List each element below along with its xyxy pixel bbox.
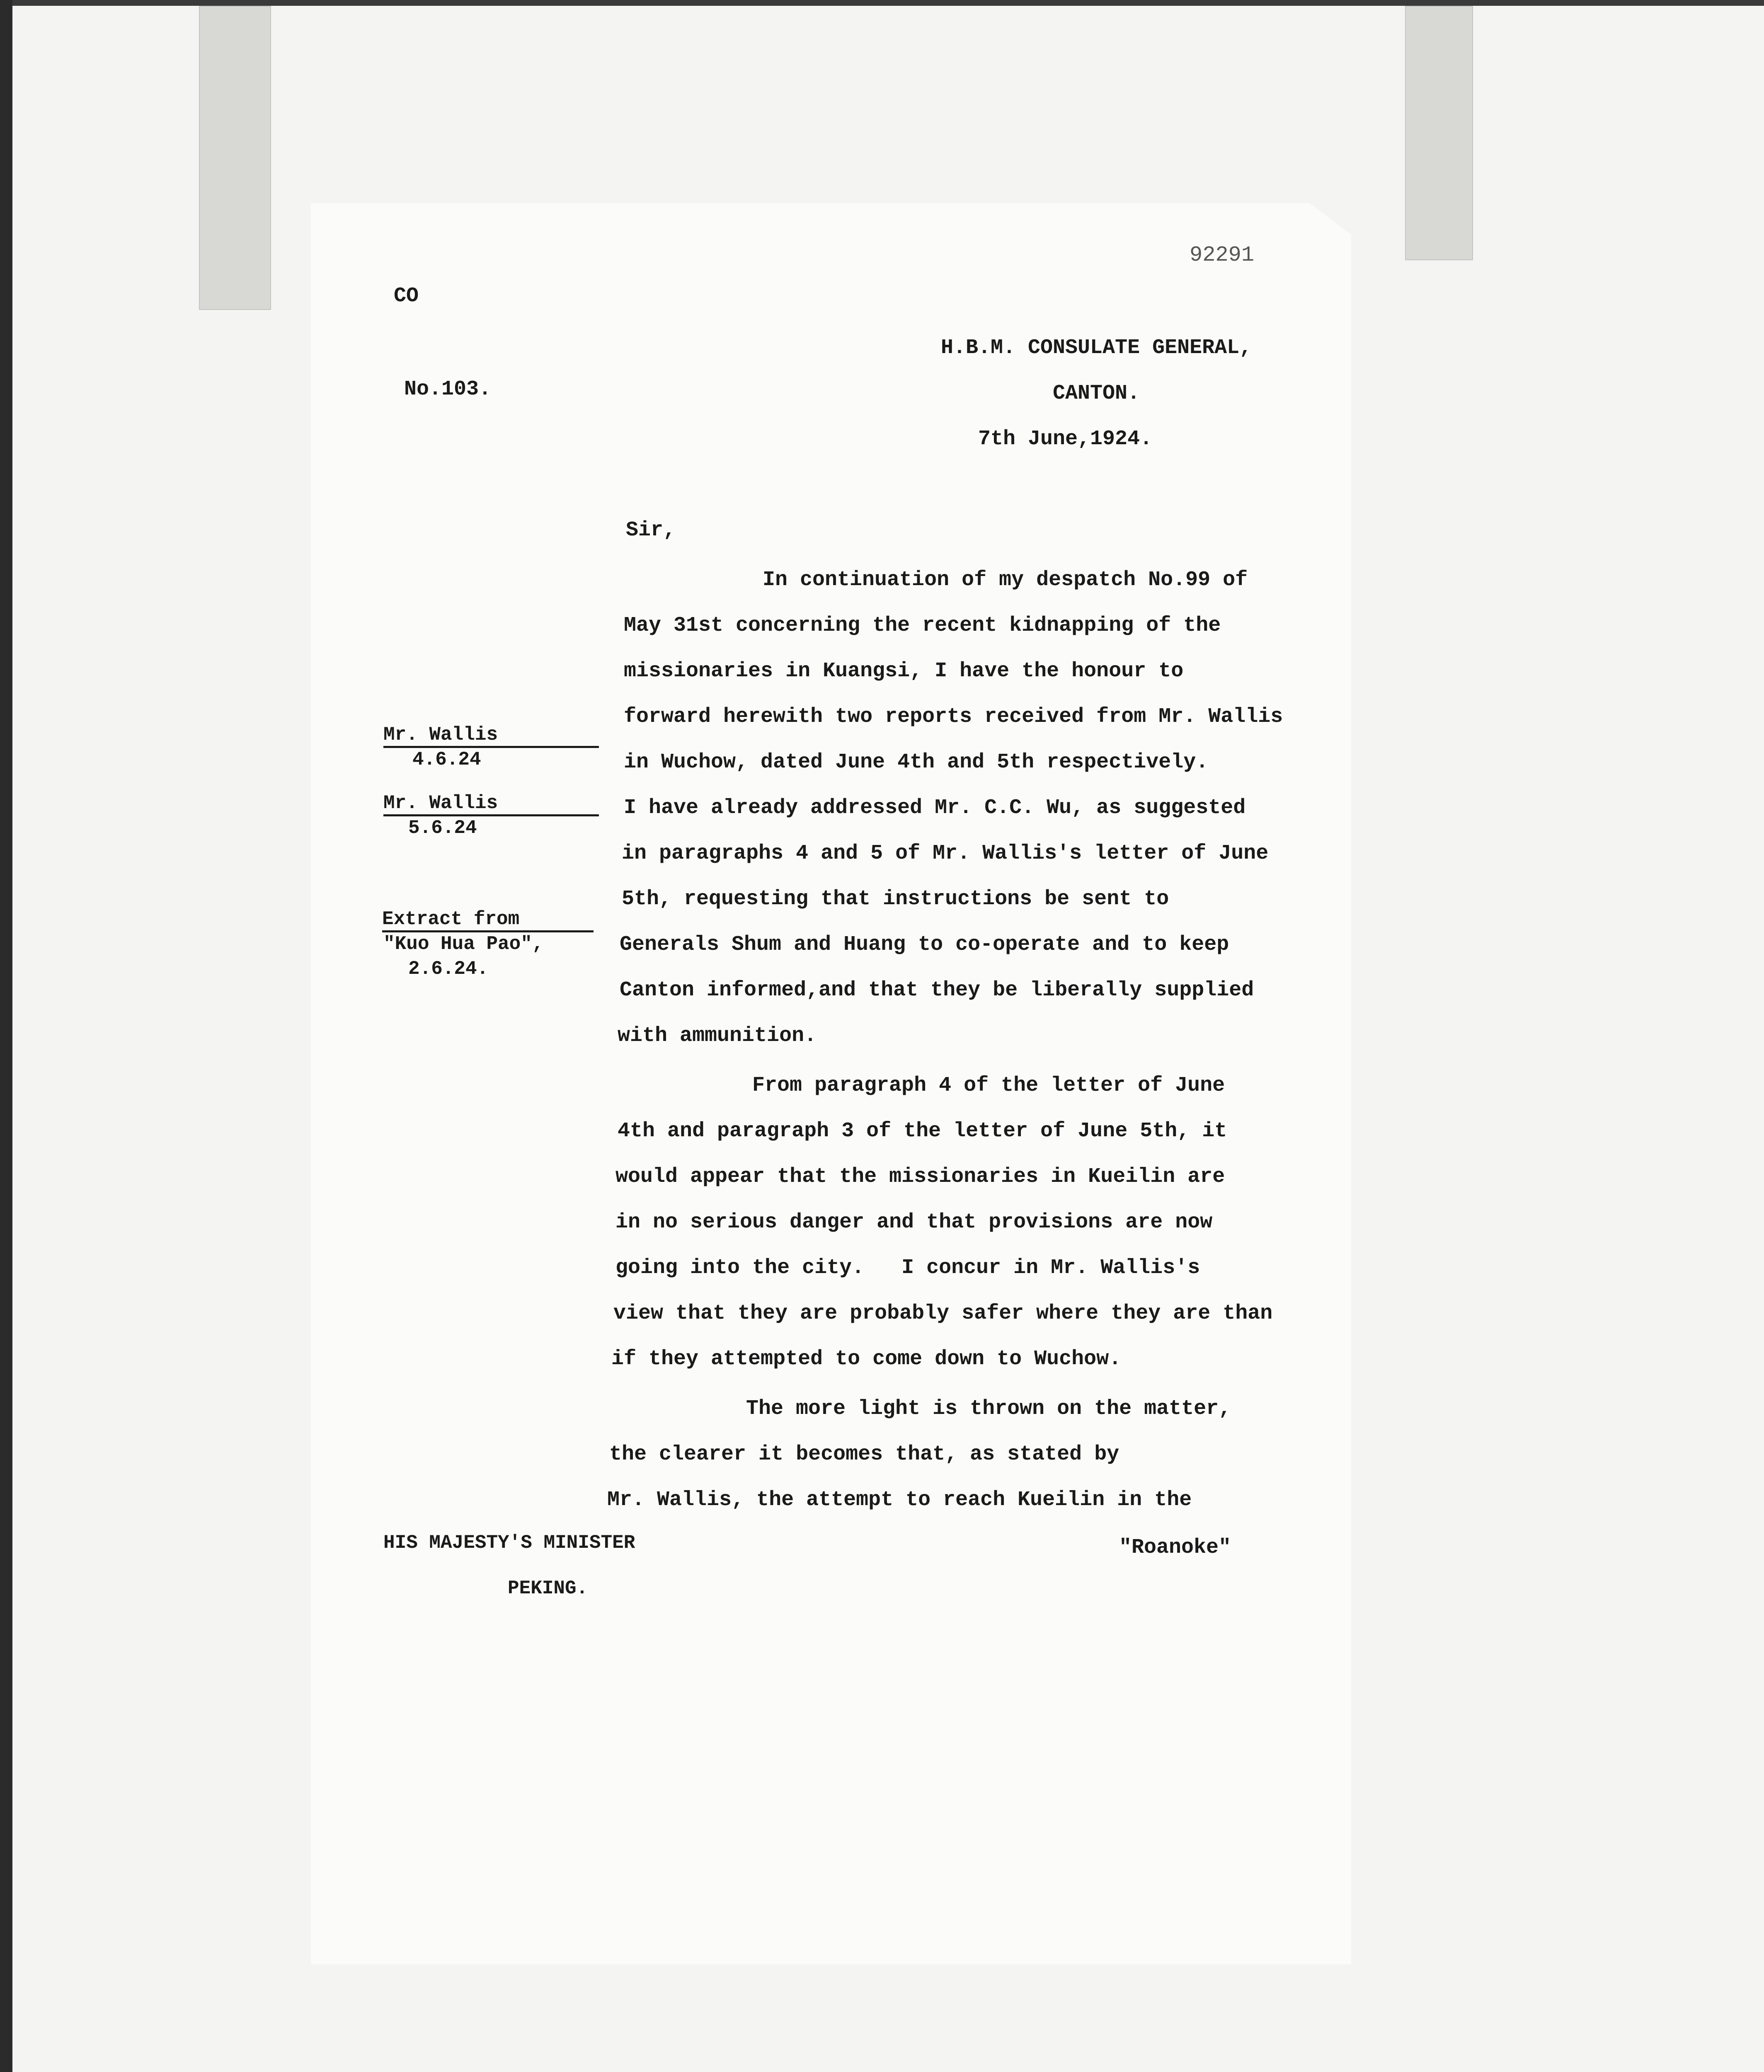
film-frame-top-edge [0, 0, 1764, 6]
body-line: in paragraphs 4 and 5 of Mr. Wallis's letter of June [622, 842, 1269, 865]
addressee-city: PEKING. [508, 1578, 588, 1599]
body-line: Canton informed,and that they be liberally supplied [620, 978, 1254, 1002]
body-line: going into the city. I concur in Mr. Wallis's [615, 1256, 1200, 1280]
body-line: From paragraph 4 of the letter of June [752, 1074, 1225, 1097]
catchword: "Roanoke" [1119, 1536, 1231, 1559]
enclosure-underline [382, 930, 594, 932]
enclosure-date: 5.6.24 [408, 817, 477, 839]
body-line: with ammunition. [618, 1024, 817, 1048]
body-line: if they attempted to come down to Wuchow. [611, 1347, 1122, 1371]
dispatch-number: No.103. [404, 378, 492, 401]
sender-office: H.B.M. CONSULATE GENERAL, [941, 336, 1252, 360]
letter-date: 7th June,1924. [978, 427, 1153, 451]
enclosure-date: 4.6.24 [412, 749, 481, 770]
body-line: The more light is thrown on the matter, [746, 1397, 1231, 1421]
enclosure-underline [383, 814, 599, 816]
salutation: Sir, [626, 518, 676, 542]
body-line: forward herewith two reports received from Mr. Wallis [624, 705, 1283, 729]
sender-city: CANTON. [1053, 382, 1140, 405]
enclosure-title: Mr. Wallis [383, 792, 498, 814]
addressee-title: HIS MAJESTY'S MINISTER [383, 1532, 635, 1554]
mounting-tape-top-left [199, 6, 271, 310]
film-frame-left-edge [0, 0, 12, 2072]
body-line: missionaries in Kuangsi, I have the honour to [624, 659, 1184, 683]
body-line: 4th and paragraph 3 of the letter of June 5th, it [618, 1119, 1227, 1143]
enclosure-source: "Kuo Hua Pao", [383, 933, 544, 955]
enclosure-title: Extract from [382, 908, 520, 930]
body-line: In continuation of my despatch No.99 of [763, 568, 1248, 592]
body-line: would appear that the missionaries in Kueilin are [615, 1165, 1225, 1188]
enclosure-title: Mr. Wallis [383, 724, 498, 746]
body-line: Generals Shum and Huang to co-operate and to keep [620, 933, 1229, 956]
copy-mark: CO [394, 284, 419, 308]
body-line: Mr. Wallis, the attempt to reach Kueilin in the [607, 1488, 1192, 1512]
mounting-tape-top-right [1405, 6, 1473, 260]
body-line: in Wuchow, dated June 4th and 5th respectively. [624, 750, 1209, 774]
enclosure-date: 2.6.24. [408, 958, 489, 980]
body-line: I have already addressed Mr. C.C. Wu, as suggested [624, 796, 1246, 820]
enclosure-underline [383, 746, 599, 748]
body-line: May 31st concerning the recent kidnapping of the [624, 614, 1221, 637]
body-line: in no serious danger and that provisions are now [615, 1210, 1213, 1234]
body-line: view that they are probably safer where they are than [613, 1302, 1273, 1325]
body-line: the clearer it becomes that, as stated by [609, 1443, 1119, 1466]
body-line: 5th, requesting that instructions be sent to [622, 887, 1169, 911]
reference-stamp: 92291 [1190, 243, 1255, 267]
